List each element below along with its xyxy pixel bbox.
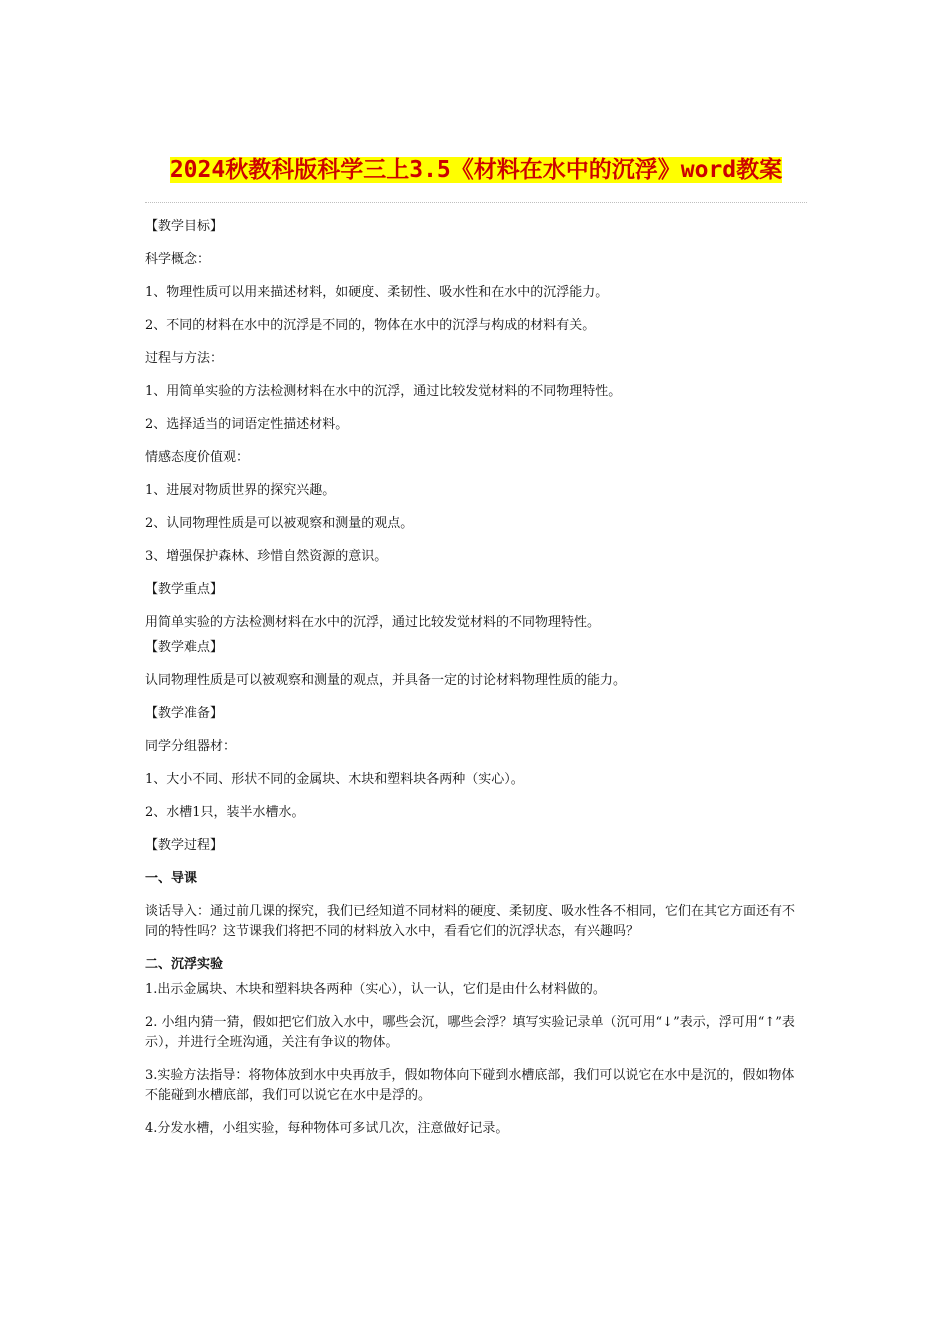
preparation-item-1: 1、大小不同、形状不同的金属块、木块和塑料块各两种（实心）。	[145, 772, 524, 787]
concept-item-2: 2、不同的材料在水中的沉浮是不同的，物体在水中的沉浮与构成的材料有关。	[145, 318, 596, 333]
experiment-step-1: 1.出示金属块、木块和塑料块各两种（实心），认一认，它们是由什么材料做的。	[145, 982, 606, 997]
experiment-heading: 二、沉浮实验	[145, 957, 224, 972]
process-method-item-1: 1、用简单实验的方法检测材料在水中的沉浮，通过比较发觉材料的不同物理特性。	[145, 384, 622, 399]
intro-text: 谈话导入：通过前几课的探究，我们已经知道不同材料的硬度、柔韧度、吸水性各不相同，它们在其它方面还有不同的特性吗？这节课我们将把不同的材料放入水中，看看它们的沉浮状态，有兴趣吗？	[145, 904, 796, 939]
attitude-item-1: 1、进展对物质世界的探究兴趣。	[145, 483, 336, 498]
attitude-heading: 情感态度价值观：	[145, 450, 250, 465]
process-method-item-2: 2、选择适当的词语定性描述材料。	[145, 417, 349, 432]
experiment-step-4: 4.分发水槽，小组实验，每种物体可多试几次，注意做好记录。	[145, 1121, 509, 1136]
concept-heading: 科学概念：	[145, 252, 211, 267]
concept-item-1: 1、物理性质可以用来描述材料，如硬度、柔韧性、吸水性和在水中的沉浮能力。	[145, 285, 609, 300]
key-point-heading: 【教学重点】	[145, 582, 224, 597]
title-divider	[145, 202, 807, 203]
teaching-process-heading: 【教学过程】	[145, 838, 224, 853]
attitude-item-3: 3、增强保护森林、珍惜自然资源的意识。	[145, 549, 388, 564]
intro-heading: 一、导课	[145, 871, 198, 886]
preparation-item-2: 2、水槽1只，装半水槽水。	[145, 805, 305, 820]
preparation-subheading: 同学分组器材：	[145, 739, 237, 754]
attitude-item-2: 2、认同物理性质是可以被观察和测量的观点。	[145, 516, 414, 531]
document-page	[145, 148, 807, 1139]
key-point-text: 用简单实验的方法检测材料在水中的沉浮，通过比较发觉材料的不同物理特性。	[145, 615, 601, 630]
difficulty-heading: 【教学难点】	[145, 640, 224, 655]
experiment-step-2: 2. 小组内猜一猜，假如把它们放入水中，哪些会沉，哪些会浮？填写实验记录单（沉可用“↓”表示，浮可用“↑”表示），并进行全班沟通，关注有争议的物体。	[145, 1015, 795, 1050]
process-method-heading: 过程与方法：	[145, 351, 224, 366]
document-body	[145, 217, 807, 1139]
difficulty-text: 认同物理性质是可以被观察和测量的观点，并具备一定的讨论材料物理性质的能力。	[145, 673, 627, 688]
objectives-heading: 【教学目标】	[145, 219, 224, 234]
preparation-heading: 【教学准备】	[145, 706, 224, 721]
document-title	[145, 148, 807, 192]
title-text: 2024秋教科版科学三上3.5《材料在水中的沉浮》word教案	[169, 157, 783, 183]
experiment-step-3: 3.实验方法指导：将物体放到水中央再放手，假如物体向下碰到水槽底部，我们可以说它在水中是沉的，假如物体不能碰到水槽底部，我们可以说它在水中是浮的。	[145, 1068, 795, 1103]
